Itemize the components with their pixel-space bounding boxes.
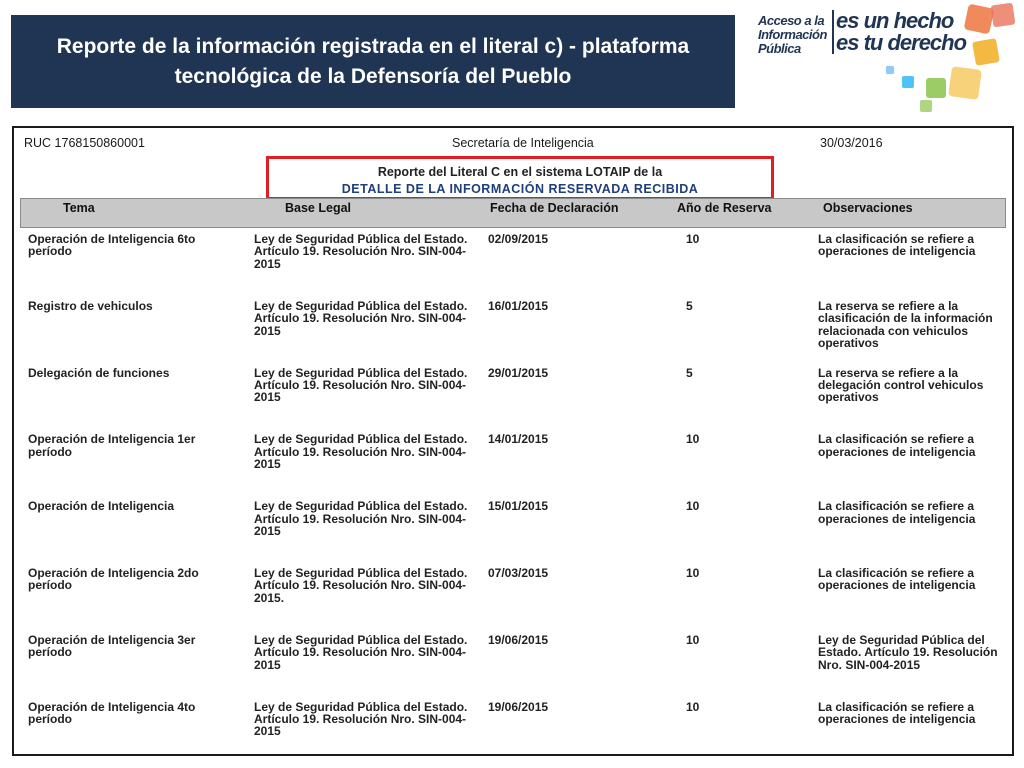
logo-right-text: [836, 10, 966, 54]
cell-anio: 5: [686, 298, 693, 313]
cell-anio: 10: [686, 499, 700, 514]
cell-observaciones: La reserva se refiere a la delegación control vehiculos operativos: [818, 365, 984, 405]
cell-anio: 10: [686, 432, 700, 447]
column-header-observaciones: Observaciones: [823, 201, 913, 215]
logo-left-text: [758, 14, 827, 56]
ruc-number: RUC 1768150860001: [24, 136, 145, 150]
cell-observaciones: La clasificación se refiere a operaciones de inteligencia: [818, 232, 976, 259]
cell-base-legal: Ley de Seguridad Pública del Estado. Artículo 19. Resolución Nro. SIN-004-2015: [254, 298, 468, 338]
cell-anio: 10: [686, 565, 700, 580]
logo-acceso-informacion: [752, 0, 1024, 115]
cell-base-legal: Ley de Seguridad Pública del Estado. Artículo 19. Resolución Nro. SIN-004-2015: [254, 499, 468, 538]
column-header-base-legal: Base Legal: [285, 201, 352, 215]
cell-base-legal: Ley de Seguridad Pública del Estado. Artículo 19. Resolución Nro. SIN-004-2015: [254, 365, 468, 405]
table-row: [14, 699, 1012, 756]
organization-name: Secretaría de Inteligencia: [452, 136, 594, 150]
cell-fecha: 19/06/2015: [488, 699, 549, 714]
report-subtitle: DETALLE DE LA INFORMACIÓN RESERVADA RECIBIDA: [341, 182, 699, 196]
cell-anio: 5: [686, 365, 693, 380]
cell-fecha: 02/09/2015: [488, 232, 549, 246]
logo-left-line1: Acceso a la: [758, 13, 825, 28]
column-header-tema: Tema: [63, 201, 95, 215]
logo-right-line2: es tu derecho: [836, 30, 967, 55]
cell-observaciones: La clasificación se refiere a operaciones de inteligencia: [818, 565, 976, 593]
cell-observaciones: La reserva se refiere a la clasificación de la información relacionada con vehiculos operativos: [818, 298, 993, 351]
cell-fecha: 16/01/2015: [488, 298, 549, 313]
cell-tema: Operación de Inteligencia 1er período: [28, 432, 196, 459]
cell-fecha: 14/01/2015: [488, 432, 549, 447]
report-title-highlight: [266, 156, 774, 200]
cell-fecha: 29/01/2015: [488, 365, 549, 380]
table-row: [14, 565, 1012, 632]
logo-divider: [832, 10, 834, 54]
cell-base-legal: Ley de Seguridad Pública del Estado. Artículo 19. Resolución Nro. SIN-004-2015: [254, 632, 468, 672]
table-row: [14, 298, 1012, 365]
cell-tema: Operación de Inteligencia 6to período: [28, 232, 196, 259]
cell-fecha: 15/01/2015: [488, 499, 549, 514]
document-header: [14, 136, 1012, 154]
scanned-report-document: [12, 126, 1014, 756]
cell-anio: 10: [686, 632, 700, 647]
cell-tema: Operación de Inteligencia 2do período: [28, 565, 199, 593]
slide-title-box: [11, 15, 735, 108]
cell-tema: Registro de vehiculos: [28, 298, 153, 313]
cell-base-legal: Ley de Seguridad Pública del Estado. Artículo 19. Resolución Nro. SIN-004-2015: [254, 699, 468, 739]
table-row: [14, 498, 1012, 565]
logo-right-line1: es un hecho: [836, 8, 954, 33]
logo-left-line3: Pública: [758, 41, 801, 56]
table-row: [14, 231, 1012, 298]
cell-observaciones: La clasificación se refiere a operaciones de inteligencia: [818, 499, 976, 526]
cell-observaciones: Ley de Seguridad Pública del Estado. Artículo 19. Resolución Nro. SIN-004-2015: [818, 632, 998, 672]
table-body: [14, 231, 1012, 756]
report-date: 30/03/2016: [820, 136, 883, 150]
cell-tema: Operación de Inteligencia 4to período: [28, 699, 196, 726]
cell-anio: 10: [686, 232, 700, 246]
report-title: Reporte del Literal C en el sistema LOTAIP de la: [377, 165, 663, 179]
column-header-fecha: Fecha de Declaración: [490, 201, 619, 215]
cell-tema: Operación de Inteligencia 3er período: [28, 632, 196, 660]
cell-fecha: 19/06/2015: [488, 632, 549, 647]
cell-base-legal: Ley de Seguridad Pública del Estado. Artículo 19. Resolución Nro. SIN-004-2015.: [254, 565, 468, 605]
cell-anio: 10: [686, 699, 700, 714]
cell-observaciones: La clasificación se refiere a operaciones de inteligencia: [818, 432, 976, 459]
table-row: [14, 632, 1012, 699]
column-header-anio: Año de Reserva: [677, 201, 772, 215]
cell-tema: Operación de Inteligencia: [28, 499, 175, 514]
cell-base-legal: Ley de Seguridad Pública del Estado. Artículo 19. Resolución Nro. SIN-004-2015: [254, 432, 468, 472]
table-row: [14, 431, 1012, 498]
slide-title: Reporte de la información registrada en el literal c) - plataforma tecnológica de la Defensoría del Pueblo: [56, 34, 690, 88]
cell-base-legal: Ley de Seguridad Pública del Estado. Artículo 19. Resolución Nro. SIN-004-2015: [254, 232, 468, 271]
cell-fecha: 07/03/2015: [488, 565, 549, 580]
table-row: [14, 365, 1012, 432]
logo-left-line2: Información: [758, 27, 827, 42]
cell-tema: Delegación de funciones: [28, 365, 170, 380]
cell-observaciones: La clasificación se refiere a operaciones de inteligencia: [818, 699, 976, 726]
table-header: [20, 198, 1006, 228]
